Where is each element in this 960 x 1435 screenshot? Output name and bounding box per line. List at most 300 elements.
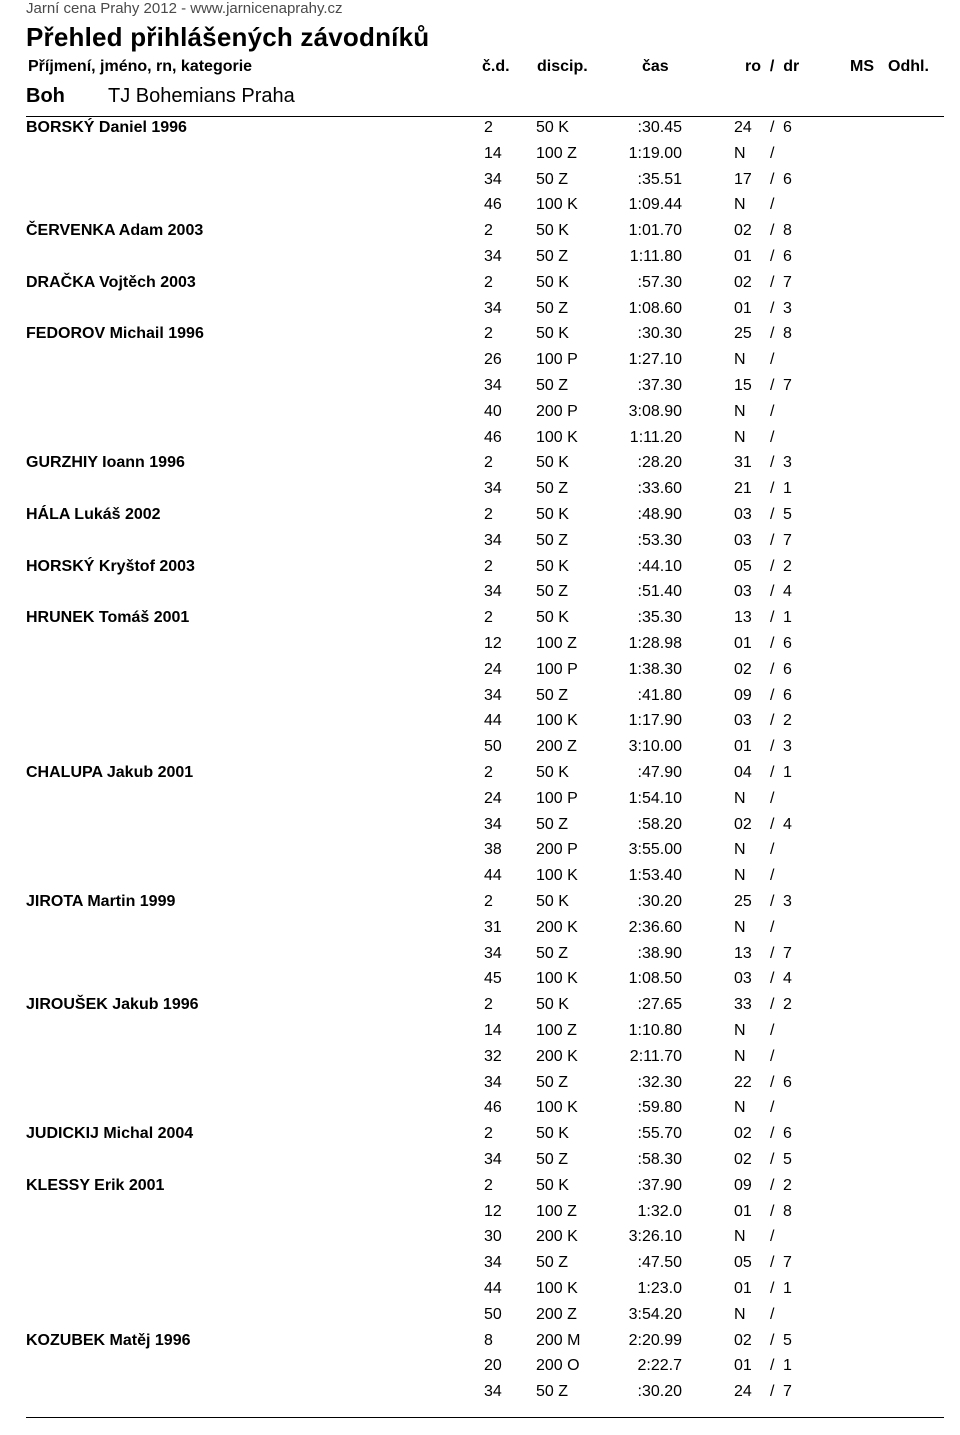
discipline: 50 Z [536, 583, 569, 601]
discipline-number: 34 [484, 480, 502, 498]
discipline: 50 Z [536, 531, 569, 549]
discipline: 100 K [536, 867, 578, 885]
discipline: 200 P [536, 402, 578, 420]
dr-value: 8 [783, 1202, 792, 1220]
competitor-name: JUDICKIJ Michal 2004 [26, 1125, 194, 1143]
discipline: 100 K [536, 428, 578, 446]
competitor-name: FEDOROV Michail 1996 [26, 325, 204, 343]
discipline-number: 2 [484, 454, 493, 472]
table-row [0, 970, 960, 996]
discipline: 50 K [536, 325, 569, 343]
ro-value: 02 [734, 273, 752, 291]
entry-time: 3:26.10 [628, 1228, 682, 1246]
competitor-name: JIROUŠEK Jakub 1996 [26, 996, 199, 1014]
discipline-number: 34 [484, 299, 502, 317]
discipline: 100 P [536, 351, 578, 369]
table-row [0, 1280, 960, 1306]
ro-value: 02 [734, 815, 752, 833]
ro-dr-separator: / [770, 299, 775, 317]
col-header-name: Příjmení, jméno, rn, kategorie [28, 58, 253, 75]
ro-dr-separator: / [770, 1099, 775, 1117]
discipline-number: 8 [484, 1331, 493, 1349]
discipline-number: 2 [484, 506, 493, 523]
dr-value: 2 [783, 1176, 792, 1194]
ro-dr-separator: / [770, 1228, 775, 1246]
ro-value: N [734, 1022, 746, 1039]
discipline: 50 Z [536, 299, 569, 317]
ro-value: N [734, 841, 746, 859]
discipline: 100 K [536, 970, 578, 988]
discipline-number: 40 [484, 402, 502, 420]
ro-value: 09 [734, 686, 752, 704]
entry-time: :30.30 [637, 325, 682, 343]
dr-value: 7 [783, 1383, 792, 1401]
entry-time: 1:19.00 [628, 144, 682, 162]
table-row [0, 300, 960, 326]
entry-time: :55.70 [637, 1125, 682, 1143]
discipline-number: 38 [484, 841, 502, 859]
col-header-discip: discip. [537, 58, 588, 75]
competitor-name: JIROTA Martin 1999 [26, 893, 176, 910]
ro-value: 24 [734, 119, 752, 136]
entry-time: 1:08.60 [628, 299, 682, 317]
ro-dr-separator: / [770, 196, 775, 214]
entry-time: 1:27.10 [628, 351, 682, 369]
discipline-number: 46 [484, 1099, 502, 1117]
ro-dr-separator: / [770, 944, 775, 962]
bottom-rule [26, 1417, 944, 1418]
ro-dr-separator: / [770, 712, 775, 730]
entry-time: :30.45 [637, 119, 682, 136]
discipline: 100 P [536, 660, 578, 678]
discipline-number: 34 [484, 815, 502, 833]
discipline: 50 K [536, 119, 569, 136]
table-row [0, 1254, 960, 1280]
ro-value: N [734, 1228, 746, 1246]
ro-dr-separator: / [770, 764, 775, 781]
discipline: 200 K [536, 1228, 578, 1246]
discipline: 100 Z [536, 1202, 577, 1220]
entry-time: 1:11.80 [629, 248, 682, 265]
discipline-number: 12 [484, 1202, 502, 1220]
dr-value: 8 [783, 325, 792, 343]
ro-dr-separator: / [770, 609, 775, 627]
entry-time: 1:28.98 [628, 635, 682, 652]
dr-value: 4 [783, 970, 792, 988]
table-row [0, 222, 960, 248]
dr-value: 7 [783, 531, 792, 549]
discipline-number: 34 [484, 1383, 502, 1401]
ro-value: 02 [734, 1151, 752, 1168]
dr-value: 6 [783, 660, 792, 678]
discipline: 50 K [536, 893, 569, 910]
ro-dr-separator: / [770, 635, 775, 652]
discipline-number: 34 [484, 248, 502, 265]
discipline: 100 Z [536, 144, 577, 162]
entry-time: 2:22.7 [637, 1357, 682, 1375]
ro-value: 01 [734, 248, 752, 265]
ro-value: 13 [734, 609, 752, 627]
table-row [0, 248, 960, 274]
entry-time: :47.90 [637, 764, 682, 781]
discipline: 100 K [536, 196, 578, 214]
entry-time: :32.30 [637, 1073, 682, 1091]
discipline: 50 Z [536, 1383, 569, 1401]
ro-dr-separator: / [770, 1254, 775, 1272]
table-row [0, 841, 960, 867]
ro-dr-separator: / [770, 867, 775, 885]
entry-time: 1:54.10 [628, 789, 682, 807]
dr-value: 1 [783, 1357, 792, 1375]
col-header-ms: MS [850, 58, 874, 75]
discipline: 50 Z [536, 480, 569, 498]
dr-value: 4 [783, 815, 792, 833]
ro-dr-separator: / [770, 1331, 775, 1349]
discipline-number: 32 [484, 1047, 502, 1065]
dr-value: 6 [783, 248, 792, 265]
ro-value: 13 [734, 944, 752, 962]
entry-time: :28.20 [637, 454, 682, 472]
ro-dr-separator: / [770, 893, 775, 910]
discipline: 50 K [536, 1176, 569, 1194]
discipline: 100 K [536, 712, 578, 730]
ro-dr-separator: / [770, 531, 775, 549]
table-row [0, 171, 960, 197]
dr-value: 8 [783, 222, 792, 240]
table-row [0, 480, 960, 506]
ro-dr-separator: / [770, 970, 775, 988]
discipline-number: 50 [484, 738, 502, 756]
ro-value: N [734, 351, 746, 369]
entry-time: :37.90 [637, 1176, 682, 1194]
ro-dr-separator: / [770, 480, 775, 498]
ro-dr-separator: / [770, 170, 775, 188]
ro-dr-separator: / [770, 815, 775, 833]
discipline: 50 K [536, 557, 569, 575]
discipline: 50 K [536, 222, 569, 240]
ro-dr-separator: / [770, 583, 775, 601]
entry-time: :30.20 [637, 1383, 682, 1401]
discipline: 50 Z [536, 1254, 569, 1272]
discipline-number: 2 [484, 996, 493, 1014]
ro-dr-separator: / [770, 1047, 775, 1065]
event-title: Jarní cena Prahy 2012 - www.jarnicenaprahy.cz [26, 0, 343, 17]
table-row [0, 738, 960, 764]
discipline-number: 44 [484, 712, 502, 730]
discipline-number: 14 [484, 1022, 502, 1039]
table-row [0, 661, 960, 687]
discipline: 50 K [536, 1125, 569, 1143]
ro-value: N [734, 402, 746, 420]
ro-value: N [734, 1047, 746, 1065]
discipline: 200 Z [536, 1305, 577, 1323]
ro-dr-separator: / [770, 351, 775, 369]
ro-dr-separator: / [770, 1073, 775, 1091]
discipline: 200 O [536, 1357, 580, 1375]
entry-time: :57.30 [637, 273, 682, 291]
entry-time: :35.30 [637, 609, 682, 627]
ro-value: 02 [734, 1331, 752, 1349]
discipline-number: 2 [484, 609, 493, 627]
ro-dr-separator: / [770, 144, 775, 162]
table-row [0, 532, 960, 558]
entry-time: :33.60 [637, 480, 682, 498]
discipline: 50 K [536, 454, 569, 472]
discipline-number: 46 [484, 196, 502, 214]
dr-value: 6 [783, 1073, 792, 1091]
competitor-name: HRUNEK Tomáš 2001 [26, 609, 190, 627]
entry-time: :35.51 [637, 170, 682, 188]
entry-time: 1:32.0 [637, 1202, 682, 1220]
entry-time: 1:10.80 [628, 1022, 682, 1039]
ro-dr-separator: / [770, 273, 775, 291]
table-row [0, 429, 960, 455]
table-row [0, 377, 960, 403]
discipline-number: 20 [484, 1357, 502, 1375]
discipline: 200 P [536, 841, 578, 859]
entry-time: 1:11.20 [629, 428, 682, 446]
discipline: 50 Z [536, 1073, 569, 1091]
ro-value: 22 [734, 1073, 752, 1091]
page-title: Přehled přihlášených závodníků [26, 22, 430, 52]
discipline-number: 34 [484, 1073, 502, 1091]
discipline-number: 2 [484, 893, 493, 910]
ro-dr-separator: / [770, 738, 775, 756]
ro-value: 05 [734, 557, 752, 575]
entry-time: 2:20.99 [628, 1331, 682, 1349]
dr-value: 5 [783, 1331, 792, 1349]
discipline-number: 31 [484, 918, 502, 936]
entry-time: 3:10.00 [628, 738, 682, 756]
dr-value: 1 [783, 609, 792, 627]
discipline: 50 Z [536, 686, 569, 704]
competitor-name: GURZHIY Ioann 1996 [26, 454, 185, 472]
table-row [0, 558, 960, 584]
table-row [0, 945, 960, 971]
discipline-number: 14 [484, 144, 502, 162]
discipline: 50 K [536, 273, 569, 291]
entry-time: :41.80 [637, 686, 682, 704]
entry-time: :38.90 [637, 944, 682, 962]
table-row [0, 119, 960, 145]
discipline: 50 K [536, 609, 569, 627]
table-row [0, 403, 960, 429]
table-row [0, 764, 960, 790]
ro-value: 09 [734, 1176, 752, 1194]
discipline: 50 K [536, 996, 569, 1014]
dr-value: 6 [783, 1125, 792, 1143]
ro-value: 01 [734, 1357, 752, 1375]
col-header-odhl: Odhl. [888, 58, 929, 75]
entry-time: :53.30 [637, 531, 682, 549]
discipline-number: 2 [484, 557, 493, 575]
top-rule [26, 116, 944, 117]
discipline-number: 34 [484, 583, 502, 601]
dr-value: 5 [783, 506, 792, 523]
table-row [0, 1125, 960, 1151]
discipline-number: 34 [484, 686, 502, 704]
ro-value: 01 [734, 635, 752, 652]
ro-dr-separator: / [770, 686, 775, 704]
ro-dr-separator: / [770, 557, 775, 575]
discipline-number: 34 [484, 944, 502, 962]
dr-value: 1 [783, 1280, 792, 1297]
entry-time: 2:36.60 [628, 918, 682, 936]
table-row [0, 919, 960, 945]
entry-time: :48.90 [637, 506, 682, 523]
discipline-number: 2 [484, 119, 493, 136]
competitor-name: CHALUPA Jakub 2001 [26, 764, 194, 781]
discipline-number: 44 [484, 1280, 502, 1297]
dr-value: 3 [783, 738, 792, 756]
ro-value: 02 [734, 660, 752, 678]
competitor-name: BORSKÝ Daniel 1996 [26, 119, 187, 136]
ro-value: N [734, 196, 746, 214]
ro-dr-separator: / [770, 1280, 775, 1297]
dr-value: 2 [783, 996, 792, 1014]
table-row [0, 867, 960, 893]
ro-value: 03 [734, 583, 752, 601]
table-row [0, 454, 960, 480]
col-header-cd: č.d. [482, 58, 510, 75]
ro-dr-separator: / [770, 1022, 775, 1039]
discipline-number: 45 [484, 970, 502, 988]
discipline-number: 34 [484, 1254, 502, 1272]
discipline-number: 46 [484, 428, 502, 446]
discipline: 100 Z [536, 1022, 577, 1039]
ro-value: 17 [734, 170, 752, 188]
ro-dr-separator: / [770, 789, 775, 807]
discipline-number: 2 [484, 764, 493, 781]
dr-value: 1 [783, 480, 792, 498]
ro-dr-separator: / [770, 1357, 775, 1375]
dr-value: 6 [783, 635, 792, 652]
discipline-number: 12 [484, 635, 502, 652]
table-row [0, 1228, 960, 1254]
discipline-number: 30 [484, 1228, 502, 1246]
table-row [0, 1074, 960, 1100]
entry-time: 1:23.0 [637, 1280, 682, 1297]
ro-dr-separator: / [770, 1176, 775, 1194]
dr-value: 3 [783, 893, 792, 910]
col-header-cas: čas [642, 58, 669, 75]
ro-dr-separator: / [770, 428, 775, 446]
table-row [0, 1383, 960, 1409]
table-row [0, 196, 960, 222]
discipline-number: 24 [484, 789, 502, 807]
discipline-number: 50 [484, 1305, 502, 1323]
discipline: 200 K [536, 1047, 578, 1065]
entry-time: 1:01.70 [628, 222, 682, 240]
dr-value: 6 [783, 119, 792, 136]
table-row [0, 1306, 960, 1332]
ro-value: 01 [734, 738, 752, 756]
table-row [0, 687, 960, 713]
ro-value: N [734, 1099, 746, 1117]
competitor-name: HORSKÝ Kryštof 2003 [26, 557, 195, 575]
discipline: 200 K [536, 918, 578, 936]
table-row [0, 325, 960, 351]
table-row [0, 712, 960, 738]
competitor-name: KOZUBEK Matěj 1996 [26, 1331, 191, 1349]
table-row [0, 351, 960, 377]
ro-value: N [734, 1305, 746, 1323]
dr-value: 5 [783, 1151, 792, 1168]
discipline-number: 34 [484, 531, 502, 549]
discipline-number: 24 [484, 660, 502, 678]
discipline-number: 34 [484, 1151, 502, 1168]
ro-value: 02 [734, 222, 752, 240]
discipline-number: 26 [484, 351, 502, 369]
entry-time: 1:08.50 [628, 970, 682, 988]
discipline: 50 K [536, 764, 569, 781]
ro-value: N [734, 144, 746, 162]
entry-time: 3:54.20 [628, 1305, 682, 1323]
discipline: 100 K [536, 1280, 578, 1297]
discipline: 50 Z [536, 944, 569, 962]
entry-time: :30.20 [637, 893, 682, 910]
entry-time: 2:11.70 [629, 1047, 682, 1065]
ro-dr-separator: / [770, 1202, 775, 1220]
dr-value: 7 [783, 944, 792, 962]
ro-value: 03 [734, 970, 752, 988]
col-header-ro-dr: ro / dr [745, 58, 800, 75]
discipline: 50 Z [536, 815, 569, 833]
table-row [0, 996, 960, 1022]
ro-dr-separator: / [770, 325, 775, 343]
club-code: Boh [26, 85, 65, 107]
discipline: 50 Z [536, 1151, 569, 1168]
dr-value: 6 [783, 170, 792, 188]
ro-dr-separator: / [770, 506, 775, 523]
dr-value: 6 [783, 686, 792, 704]
discipline: 50 Z [536, 170, 569, 188]
entry-time: :47.50 [637, 1254, 682, 1272]
discipline: 100 Z [536, 635, 577, 652]
ro-value: 01 [734, 1202, 752, 1220]
entry-time: 1:38.30 [628, 660, 682, 678]
ro-dr-separator: / [770, 1125, 775, 1143]
dr-value: 7 [783, 377, 792, 394]
ro-dr-separator: / [770, 996, 775, 1014]
table-row [0, 1099, 960, 1125]
discipline-number: 2 [484, 1176, 493, 1194]
entry-time: :44.10 [637, 557, 682, 575]
ro-dr-separator: / [770, 918, 775, 936]
ro-value: 15 [734, 377, 752, 394]
discipline-number: 2 [484, 325, 493, 343]
ro-dr-separator: / [770, 1151, 775, 1168]
ro-dr-separator: / [770, 119, 775, 136]
entry-time: :51.40 [637, 583, 682, 601]
ro-value: 24 [734, 1383, 752, 1401]
table-row [0, 1203, 960, 1229]
ro-value: 31 [734, 454, 752, 472]
ro-value: N [734, 789, 746, 807]
dr-value: 3 [783, 299, 792, 317]
ro-value: 25 [734, 325, 752, 343]
ro-value: 03 [734, 712, 752, 730]
ro-value: 01 [734, 1280, 752, 1297]
table-row [0, 583, 960, 609]
dr-value: 1 [783, 764, 792, 781]
entry-time: 1:17.90 [628, 712, 682, 730]
discipline-number: 44 [484, 867, 502, 885]
ro-value: 33 [734, 996, 752, 1014]
competitor-name: ČERVENKA Adam 2003 [26, 222, 204, 240]
table-row [0, 790, 960, 816]
table-row [0, 1048, 960, 1074]
